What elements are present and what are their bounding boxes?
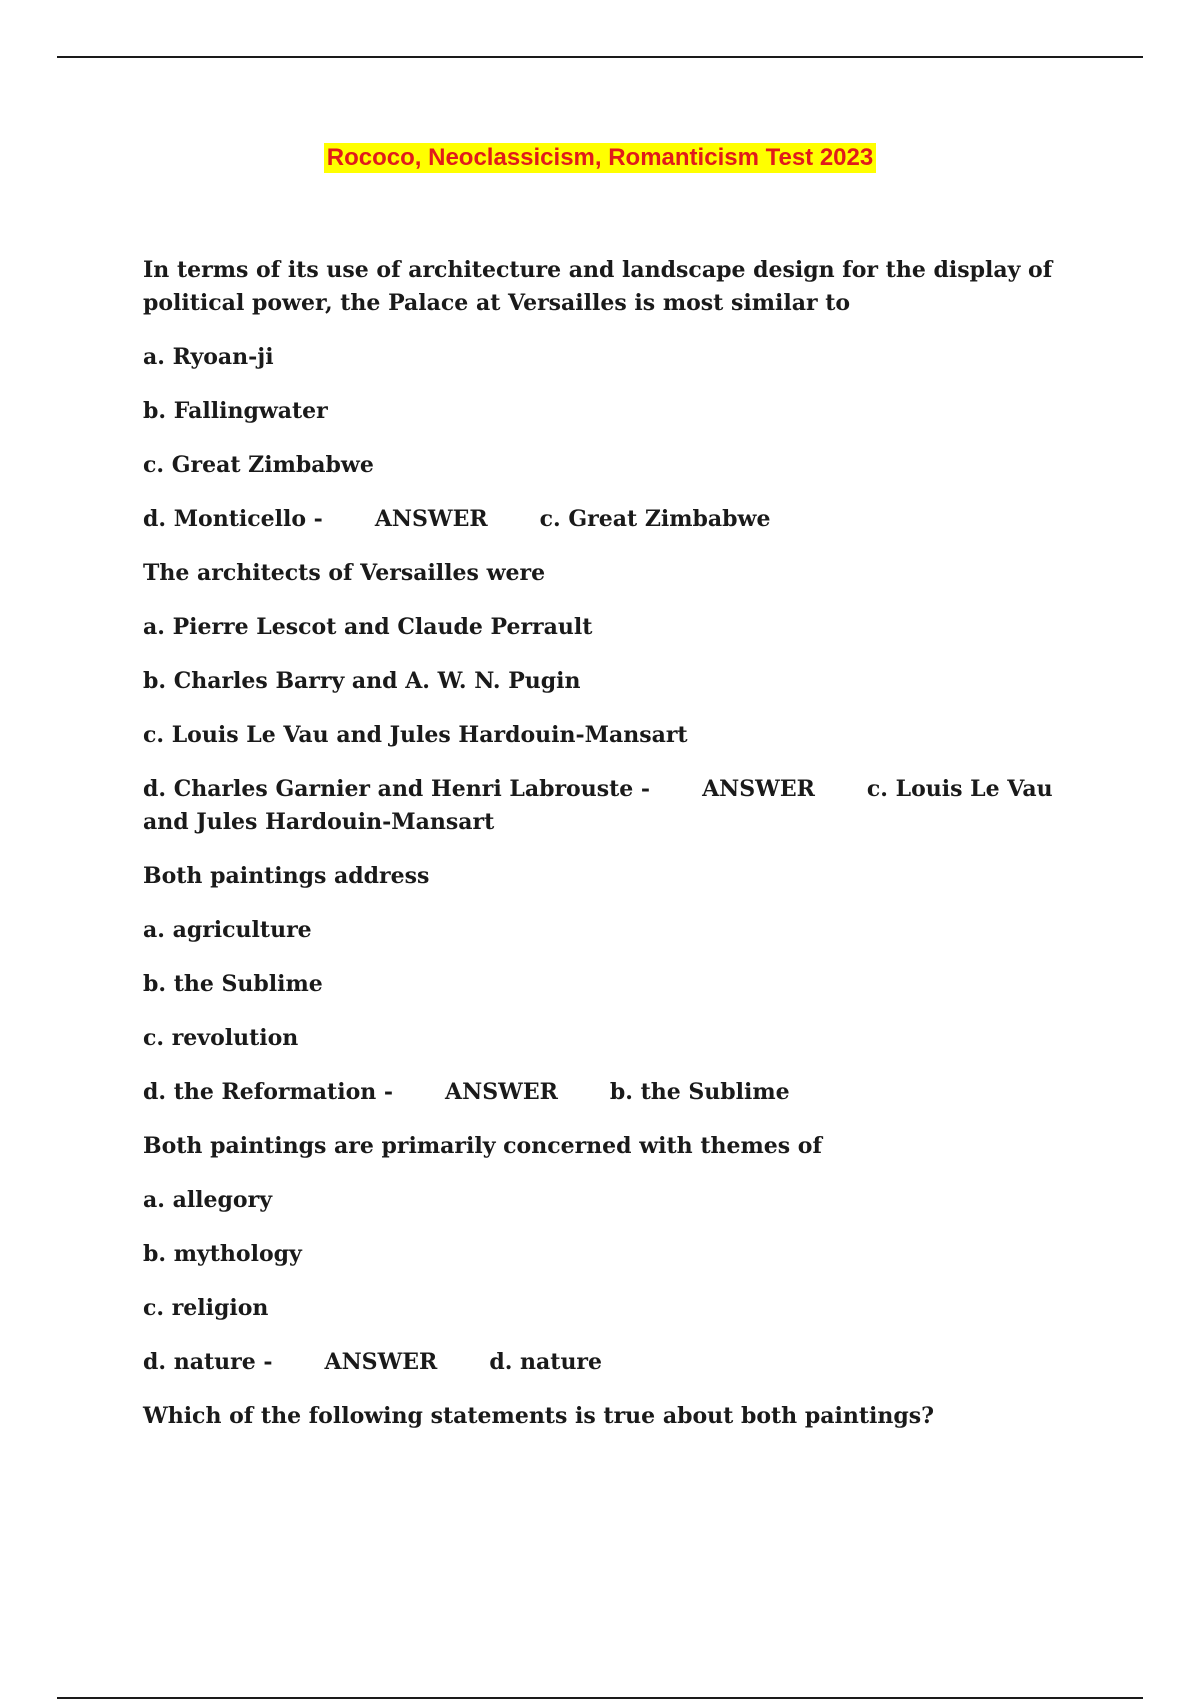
answer-label: ANSWER (445, 1079, 558, 1105)
question-text: Both paintings are primarily concerned with themes of (143, 1133, 822, 1159)
option-d: d. Monticello - (143, 506, 323, 532)
option-d-with-answer (143, 503, 1103, 536)
option-a: a. Ryoan-ji (143, 344, 274, 370)
option-b: b. the Sublime (143, 971, 323, 997)
option-d-with-answer (143, 773, 1103, 839)
option-b: b. Fallingwater (143, 398, 328, 424)
option-d-with-answer (143, 1346, 1103, 1379)
option-b: b. mythology (143, 1241, 302, 1267)
answer-label: ANSWER (702, 776, 815, 802)
option-c: c. Louis Le Vau and Jules Hardouin-Mansart (143, 722, 688, 748)
option-d: d. the Reformation - (143, 1079, 394, 1105)
option-b: b. Charles Barry and A. W. N. Pugin (143, 668, 581, 694)
option-c: c. Great Zimbabwe (143, 452, 374, 478)
question-text: Both paintings address (143, 863, 430, 889)
answer-text: c. Great Zimbabwe (539, 506, 771, 532)
document-body (143, 254, 1103, 1454)
top-rule (57, 56, 1143, 58)
option-a: a. Pierre Lescot and Claude Perrault (143, 614, 593, 640)
answer-text: c. Louis Le Vau and Jules Hardouin-Mansart (143, 776, 1053, 835)
answer-text: b. the Sublime (609, 1079, 790, 1105)
question-text: In terms of its use of architecture and landscape design for the display of political power, the Palace at Versailles is most similar to (143, 257, 1053, 316)
question-text: Which of the following statements is true about both paintings? (143, 1403, 934, 1429)
option-a: a. allegory (143, 1187, 272, 1213)
option-a: a. agriculture (143, 917, 312, 943)
document-title: Rococo, Neoclassicism, Romanticism Test 2023 (324, 143, 876, 173)
option-d: d. nature - (143, 1349, 273, 1375)
option-d: d. Charles Garnier and Henri Labrouste - (143, 776, 651, 802)
option-c: c. religion (143, 1295, 269, 1321)
title-container (0, 143, 1200, 173)
question-text: The architects of Versailles were (143, 560, 546, 586)
bottom-rule (57, 1697, 1143, 1699)
answer-label: ANSWER (374, 506, 488, 532)
answer-text: d. nature (489, 1349, 603, 1375)
option-c: c. revolution (143, 1025, 299, 1051)
option-d-with-answer (143, 1076, 1103, 1109)
answer-label: ANSWER (324, 1349, 438, 1375)
